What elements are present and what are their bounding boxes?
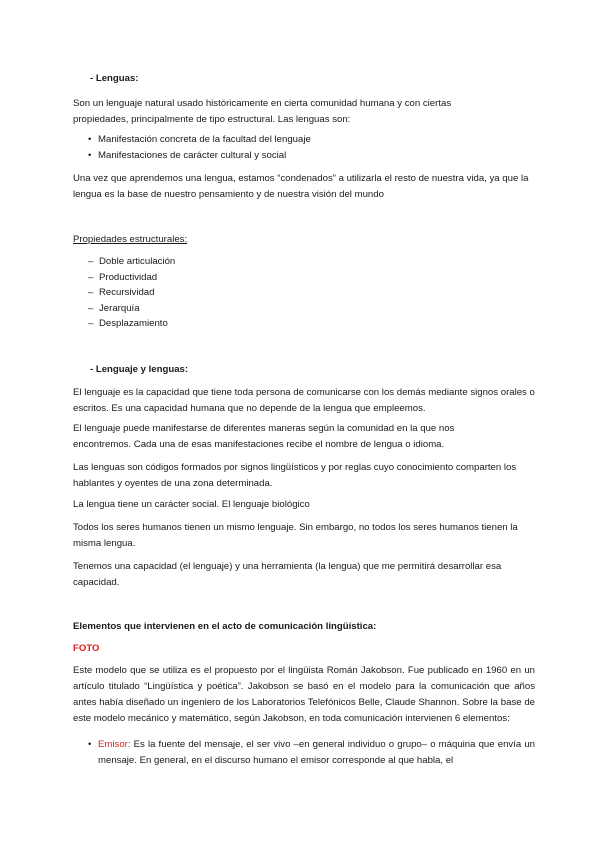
foto-label: FOTO [73,643,100,654]
list-item: • Manifestaciones de carácter cultural y social [88,148,311,164]
dash-icon: – [88,302,94,314]
emisor-item [88,737,535,769]
propiedades-list [88,254,175,332]
lenguaje-paragraph-4: La lengua tiene un carácter social. El lenguaje biológico [73,499,310,510]
lenguaje-paragraph-3: Las lenguas son códigos formados por signos lingüísticos y por reglas cuyo conocimiento comparten los hablantes y oyentes de una zona determinada. [73,462,517,489]
emisor-label: Emisor: [98,739,131,750]
lenguas-bullet-list [88,132,311,164]
list-item: – Recursividad [88,285,175,301]
dash-icon: – [88,271,94,283]
lenguas-intro: Son un lenguaje natural usado históricamente en cierta comunidad humana y con ciertas propiedades, principalmente de tipo estructural. Las lenguas son: [73,98,452,125]
lenguaje-heading: - Lenguaje y lenguas: [90,364,189,375]
elementos-heading: Elementos que intervienen en el acto de comunicación lingüística: [73,621,377,632]
dash-icon: – [88,256,94,267]
dash-icon: – [88,287,94,298]
lenguas-paragraph: Una vez que aprendemos una lengua, estamos “condenados” a utilizarla el resto de nuestra vida, ya que la lengua es la base de nuestro pensamiento y de nuestra visión del mundo [73,173,529,200]
list-item: – Productividad [88,270,175,286]
bullet-icon: • [88,739,92,750]
list-item: – Doble articulación [88,254,175,270]
lenguas-heading: - Lenguas: [90,73,139,84]
list-item: • Manifestación concreta de la facultad del lenguaje [88,132,311,148]
bullet-icon: • [88,150,92,161]
list-item: – Desplazamiento [88,316,175,332]
jakobson-paragraph: Este modelo que se utiliza es el propuesto por el lingüista Román Jakobson. Fue publicado en 1960 en un artículo titulado “Lingüística y poética”. Jakobson se basó en el modelo para la comunicación que años antes había diseñado un ingeniero de los Laboratorios Telefónicos Belle, Claude Shannon. Sobre la base de este modelo mecánico y matemático, según Jakobson, en toda comunicación intervienen 6 elementos: [73,665,535,724]
dash-icon: – [88,318,94,329]
propiedades-heading: Propiedades estructurales: [73,234,188,245]
lenguaje-paragraph-6: Tenemos una capacidad (el lenguaje) y una herramienta (la lengua) que me permitirá desarrollar esa capacidad. [73,561,502,588]
bullet-icon: • [88,134,92,145]
list-item: – Jerarquía [88,301,175,317]
lenguaje-paragraph-5: Todos los seres humanos tienen un mismo lenguaje. Sin embargo, no todos los seres humanos tienen la misma lengua. [73,522,518,549]
emisor-text: Es la fuente del mensaje, el ser vivo –en general individuo o grupo– o máquina que envía un mensaje. En general, en el discurso humano el emisor corresponde al que habla, el [98,739,535,766]
lenguaje-paragraph-1: El lenguaje es la capacidad que tiene toda persona de comunicarse con los demás mediante signos orales o escritos. Es una capacidad humana que no depende de la lengua que empleemos. [73,387,535,414]
lenguaje-paragraph-2: El lenguaje puede manifestarse de diferentes maneras según la comunidad en la que nos encontremos. Cada una de esas manifestaciones recibe el nombre de lengua o idioma. [73,423,455,450]
